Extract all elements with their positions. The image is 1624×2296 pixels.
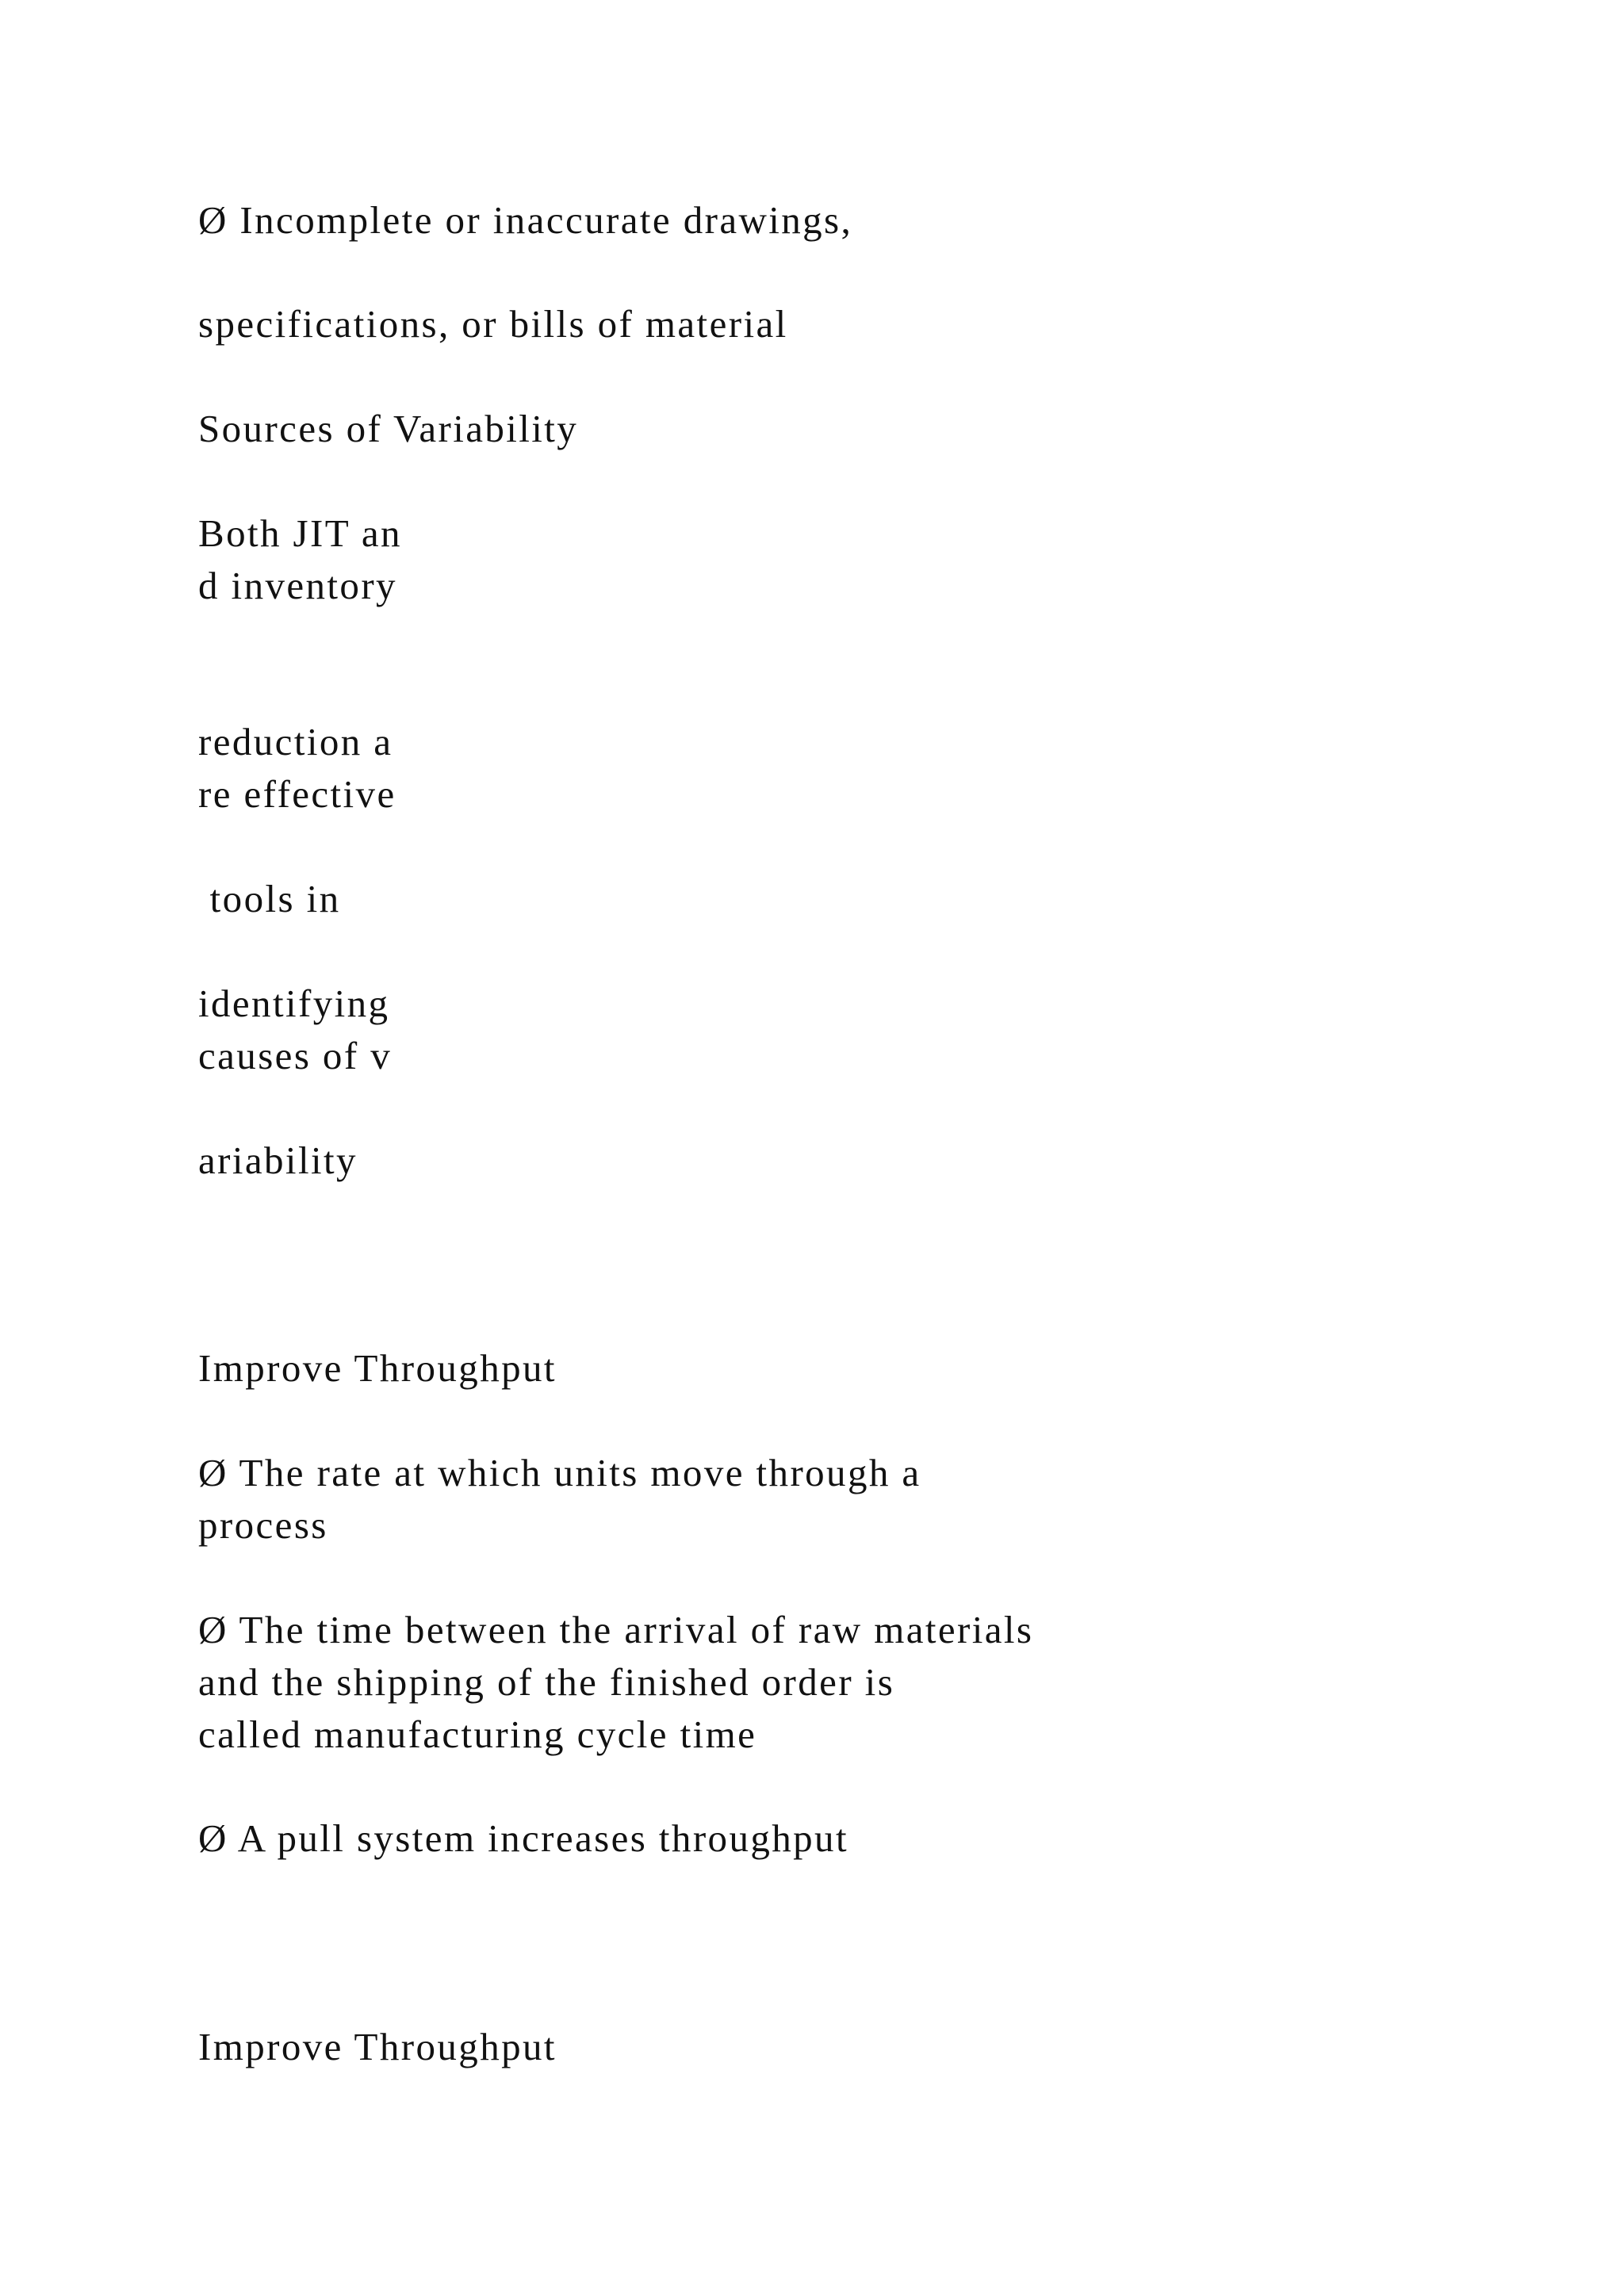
bullet-pull-system: Ø A pull system increases throughput — [198, 1816, 848, 1860]
text-line: tools in — [198, 877, 341, 920]
text-line: process — [198, 1503, 328, 1547]
bullet-time-between-arrival: Ø The time between the arrival of raw materials — [198, 1608, 1034, 1651]
bullet-rate-units-move: Ø The rate at which units move through a — [198, 1451, 921, 1494]
text-line: identifying — [198, 982, 390, 1025]
text-line: specifications, or bills of material — [198, 302, 788, 346]
text-line: ariability — [198, 1138, 358, 1182]
text-line: causes of v — [198, 1034, 393, 1077]
text-line: Both JIT an — [198, 511, 402, 555]
heading-improve-throughput: Improve Throughput — [198, 1346, 557, 1390]
text-line: d inventory — [198, 564, 397, 607]
text-line: and the shipping of the finished order is — [198, 1660, 895, 1704]
heading-improve-throughput-2: Improve Throughput — [198, 2025, 557, 2068]
text-line: re effective — [198, 772, 396, 816]
bullet-incomplete-drawings: Ø Incomplete or inaccurate drawings, — [198, 198, 853, 242]
text-line: reduction a — [198, 720, 393, 763]
text-line: called manufacturing cycle time — [198, 1712, 757, 1756]
heading-sources-of-variability: Sources of Variability — [198, 407, 579, 450]
